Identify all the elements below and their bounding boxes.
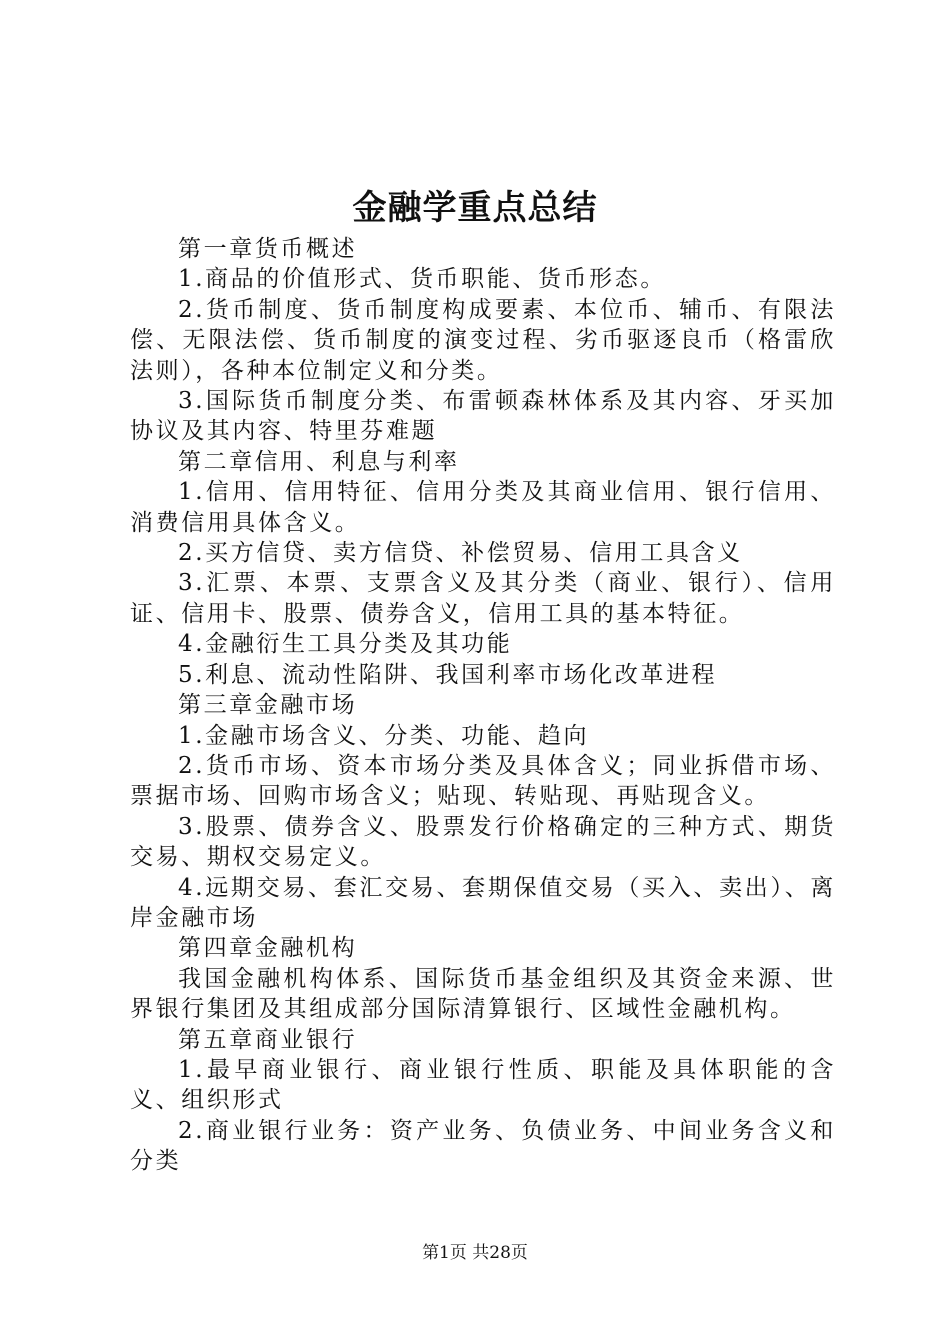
paragraph: 3.汇票、本票、支票含义及其分类（商业、银行）、信用证、信用卡、股票、债券含义，信用工具的基本特征。	[130, 570, 836, 627]
paragraph: 3.国际货币制度分类、布雷顿森林体系及其内容、牙买加协议及其内容、特里芬难题	[130, 388, 836, 445]
paragraph: 4.远期交易、套汇交易、套期保值交易（买入、卖出）、离岸金融市场	[130, 874, 836, 931]
paragraph: 2.货币市场、资本市场分类及具体含义；同业拆借市场、票据市场、回购市场含义；贴现、转贴现、再贴现含义。	[130, 752, 836, 810]
paragraph: 第二章信用、利息与利率	[178, 448, 460, 475]
paragraph: 1.最早商业银行、商业银行性质、职能及具体职能的含义、组织形式	[130, 1056, 836, 1114]
paragraph: 4.金融衍生工具分类及其功能	[178, 631, 513, 658]
paragraph: 1.信用、信用特征、信用分类及其商业信用、银行信用、消费信用具体含义。	[130, 479, 836, 536]
paragraph: 我国金融机构体系、国际货币基金组织及其资金来源、世界银行集团及其组成部分国际清算银行、区域性金融机构。	[130, 965, 836, 1023]
paragraph: 2.货币制度、货币制度构成要素、本位币、辅币、有限法偿、无限法偿、货币制度的演变过程、劣币驱逐良币（格雷欣法则），各种本位制定义和分类。	[130, 296, 836, 384]
paragraph: 第一章货币概述	[178, 236, 358, 262]
document-title: 金融学重点总结	[352, 188, 598, 228]
paragraph: 第三章金融市场	[178, 692, 358, 719]
paragraph: 第五章商业银行	[178, 1026, 358, 1053]
paragraph: 1.商品的价值形式、货币职能、货币形态。	[178, 266, 666, 293]
paragraph: 1.金融市场含义、分类、功能、趋向	[178, 722, 590, 749]
paragraph: 2.买方信贷、卖方信贷、补偿贸易、信用工具含义	[178, 540, 743, 567]
paragraph: 3.股票、债券含义、股票发行价格确定的三种方式、期货交易、期权交易定义。	[130, 813, 836, 871]
page-footer: 第1页 共28页	[422, 1243, 528, 1263]
paragraph: 2.商业银行业务：资产业务、负债业务、中间业务含义和分类	[130, 1117, 836, 1175]
document-body	[130, 234, 836, 1177]
paragraph: 第四章金融机构	[178, 935, 358, 962]
paragraph: 5.利息、流动性陷阱、我国利率市场化改革进程	[178, 661, 718, 688]
